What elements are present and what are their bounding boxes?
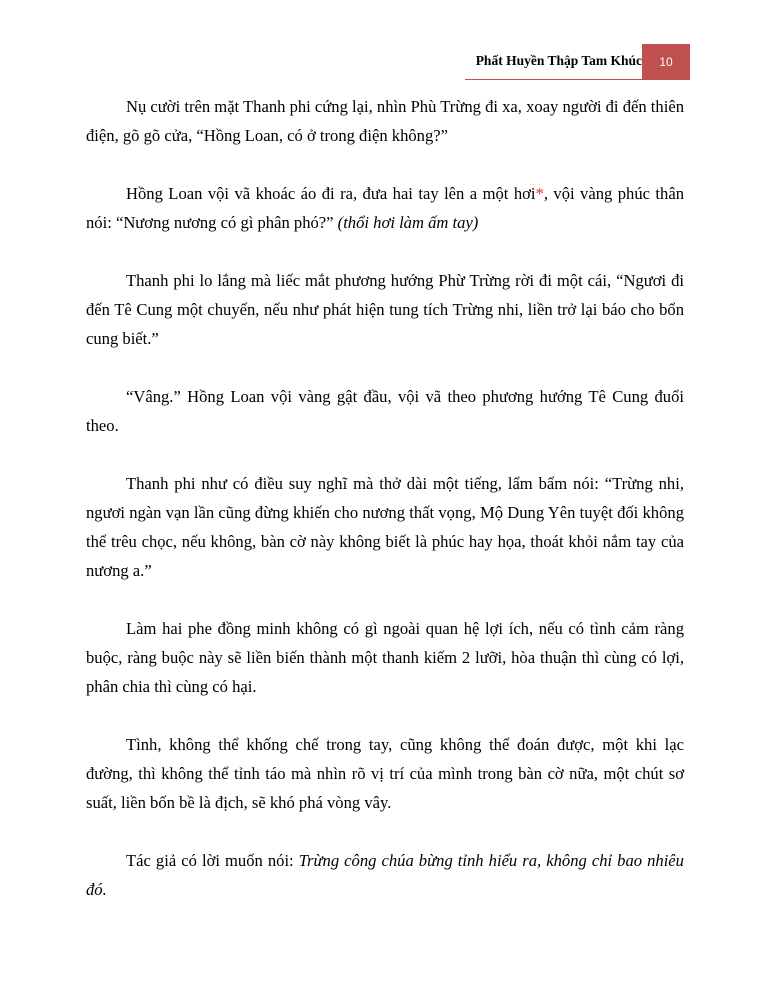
- paragraph-4: “Vâng.” Hồng Loan vội vàng gật đầu, vội vã theo phương hướng Tê Cung đuổi theo.: [86, 387, 684, 435]
- paragraph-7: Tình, không thể khống chế trong tay, cũng không thể đoán được, một khi lạc đường, thì không thể tỉnh táo mà nhìn rõ vị trí của mình trong bàn cờ nữa, một chút sơ suất, liền bốn bề là địch, sẽ khó phá vòng vây.: [86, 735, 684, 812]
- paragraph-2-text-b: , vội vàng phúc thân nói: “Nương nương có gì phân phó?”: [86, 184, 684, 232]
- paragraph-1: Nụ cười trên mặt Thanh phi cứng lại, nhìn Phù Trừng đi xa, xoay người đi đến thiên điện, gõ gõ cửa, “Hồng Loan, có ở trong điện không?”: [86, 97, 684, 145]
- paragraph-8: [86, 846, 684, 904]
- paragraph-5: Thanh phi như có điều suy nghĩ mà thở dài một tiếng, lẩm bẩm nói: “Trừng nhi, ngươi ngàn vạn lần cũng đừng khiến cho nương thất vọng, Mộ Dung Yên tuyệt đối không thể trêu chọc, nếu không, bàn cờ này không biết là phúc hay họa, thoát khỏi nắm tay của nương a.”: [86, 474, 684, 580]
- paragraph-2: [86, 179, 684, 237]
- page-body: [86, 92, 684, 933]
- paragraph-6: Làm hai phe đồng minh không có gì ngoài quan hệ lợi ích, nếu có tình cảm ràng buộc, ràng buộc này sẽ liền biến thành một thanh kiếm 2 lưỡi, hòa thuận thì cùng có lợi, phân chia thì cùng có hại.: [86, 619, 684, 696]
- paragraph-2-text-a: Hồng Loan vội vã khoác áo đi ra, đưa hai tay lên a một hơi: [126, 184, 536, 203]
- footnote-asterisk: *: [535, 184, 544, 203]
- page-header: [0, 44, 772, 80]
- translator-note: (thổi hơi làm ấm tay): [337, 213, 479, 232]
- paragraph-3: Thanh phi lo lắng mà liếc mắt phương hướng Phừ Trừng rời đi một cái, “Ngươi đi đến Tê Cung một chuyến, nếu như phát hiện tung tích Trừng nhi, liền trở lại báo cho bổn cung biết.”: [86, 271, 684, 348]
- author-note-label: Tác giả có lời muốn nói:: [126, 851, 299, 870]
- book-title: Phất Huyền Thập Tam Khúc: [475, 53, 642, 68]
- page-number-badge: 10: [642, 44, 690, 80]
- author-note-text: Trừng công chúa bừng tỉnh hiểu ra, không chỉ bao nhiêu đó.: [86, 851, 684, 899]
